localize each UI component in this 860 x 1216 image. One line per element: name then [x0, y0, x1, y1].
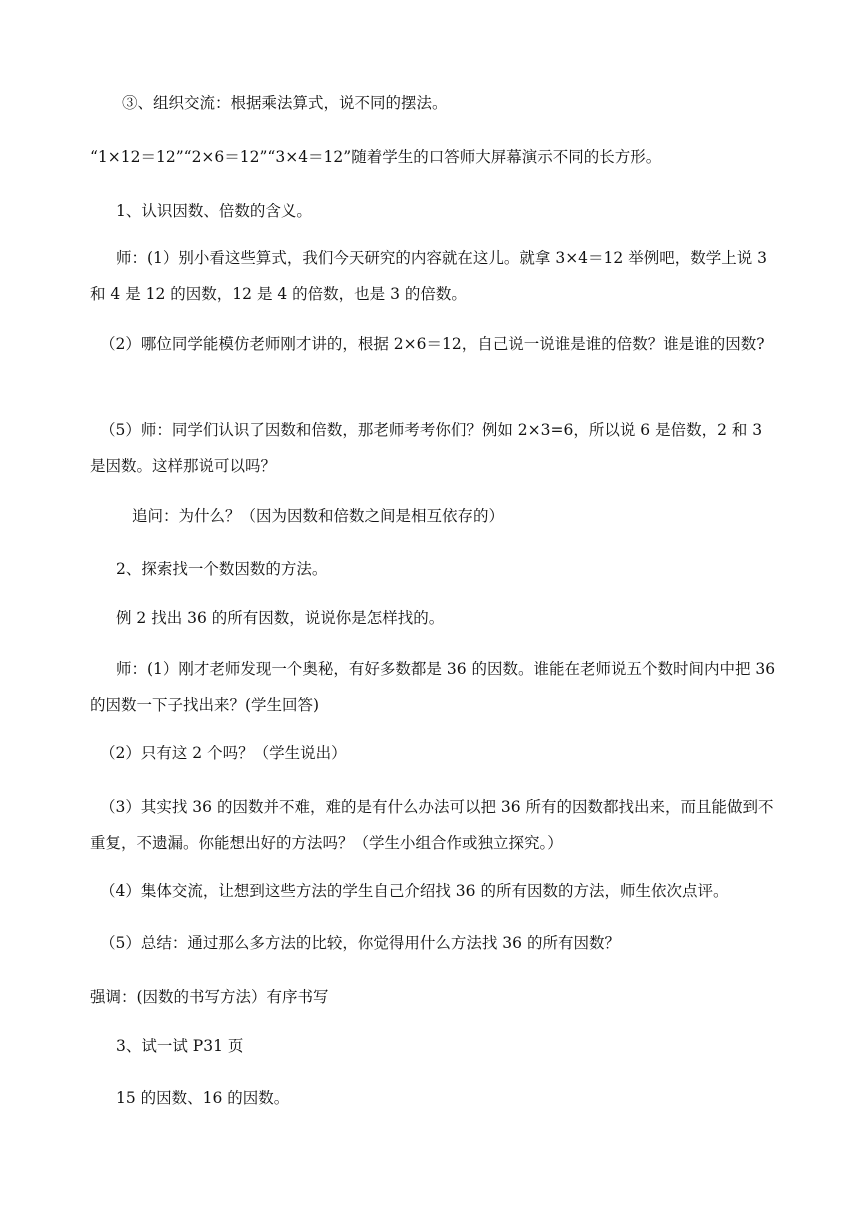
paragraph-multiplication-expressions: “1×12＝12”“2×6＝12”“3×4＝12”随着学生的口答师大屏幕演示不同的长方形。 [90, 148, 662, 166]
paragraph-question-2: （2）哪位同学能模仿老师刚才讲的，根据 2×6＝12，自己说一说谁是谁的倍数？谁是谁的因数? [100, 335, 765, 353]
paragraph-follow-up-question: 追问：为什么？（因为因数和倍数之间是相互依存的） [132, 507, 505, 525]
paragraph-teacher-explanation: 师：(1）别小看这些算式，我们今天研究的内容就在这儿。就拿 3×4＝12 举例吧，数学上说 3 和 4 是 12 的因数，12 是 4 的倍数，也是 3 的倍数。 [90, 249, 767, 303]
paragraph-teacher-secret: 师：(1）刚才老师发现一个奥秘，有好多数都是 36 的因数。谁能在老师说五个数时间内中把 36 的因数一下子找出来？(学生回答) [90, 660, 776, 714]
paragraph-example-2: 例 2 找出 36 的所有因数，说说你是怎样找的。 [116, 609, 445, 627]
paragraph-group-exchange: （4）集体交流，让想到这些方法的学生自己介绍找 36 的所有因数的方法，师生依次点评。 [100, 882, 729, 900]
paragraph-organize-discussion: ③、组织交流：根据乘法算式，说不同的摆法。 [122, 94, 448, 112]
paragraph-find-all-factors: （3）其实找 36 的因数并不难，难的是有什么办法可以把 36 所有的因数都找出来，而且能做到不重复，不遗漏。你能想出好的方法吗？（学生小组合作或独立探究。） [90, 798, 774, 852]
paragraph-summary: （5）总结：通过那么多方法的比较，你觉得用什么方法找 36 的所有因数？ [100, 934, 620, 952]
paragraph-exercise: 15 的因数、16 的因数。 [116, 1089, 290, 1107]
paragraph-emphasis: 强调：(因数的书写方法）有序书写 [90, 988, 329, 1006]
paragraph-section-1-heading: 1、认识因数、倍数的含义。 [116, 202, 312, 220]
paragraph-section-3-heading: 3、试一试 P31 页 [116, 1037, 244, 1055]
paragraph-section-2-heading: 2、探索找一个数因数的方法。 [116, 560, 328, 578]
paragraph-only-two: （2）只有这 2 个吗？（学生说出） [100, 744, 347, 762]
paragraph-question-5: （5）师：同学们认识了因数和倍数，那老师考考你们？例如 2×3=6，所以说 6 是倍数，2 和 3 是因数。这样那说可以吗？ [90, 421, 763, 475]
